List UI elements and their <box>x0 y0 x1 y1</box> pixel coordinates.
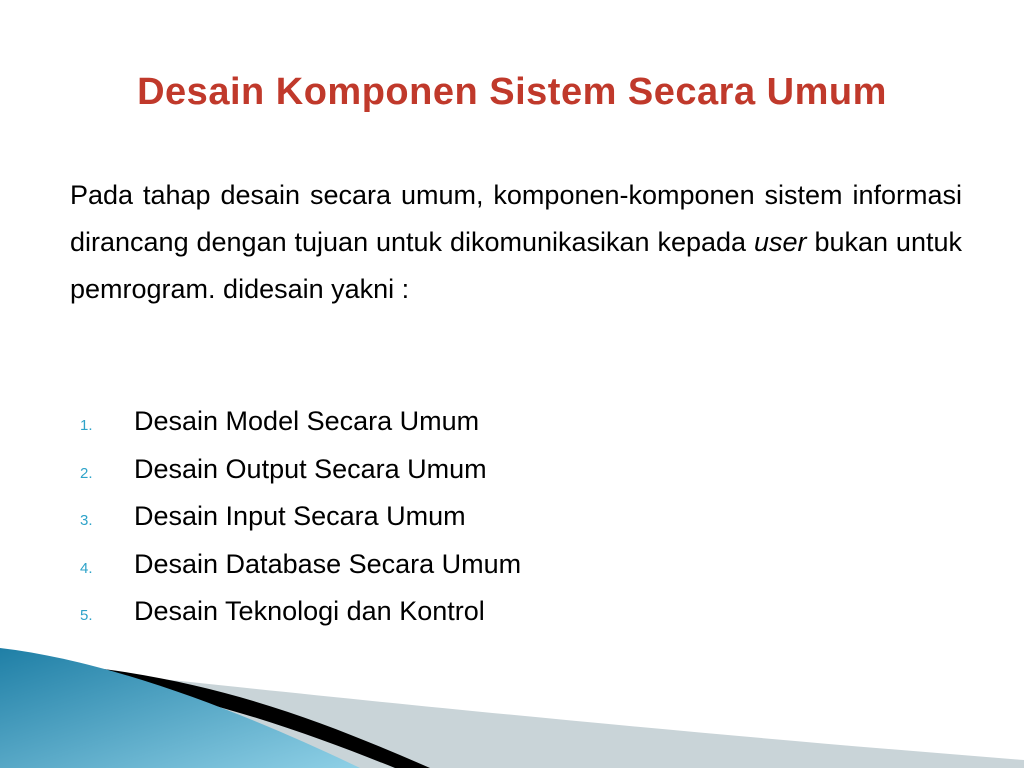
list-item <box>80 549 521 597</box>
list-item <box>80 454 521 502</box>
list-item-text: Desain Model Secara Umum <box>134 406 480 436</box>
list-item <box>80 406 521 454</box>
swoosh-blue-band <box>0 648 360 768</box>
list-item-text: Desain Output Secara Umum <box>134 453 487 484</box>
intro-text-italic: user <box>754 227 807 257</box>
swoosh-black-band <box>30 662 430 768</box>
intro-text-part-1: Pada tahap desain secara umum, komponen-komponen sistem informasi dirancang dengan tujuan untuk dikomunikasikan kepada <box>70 180 962 257</box>
intro-text-part-2: bukan untuk pemrogram. didesain yakni : <box>70 227 962 304</box>
component-list <box>80 406 521 644</box>
list-item-text: Desain Input Secara Umum <box>134 501 466 531</box>
slide-title: Desain Komponen Sistem Secara Umum <box>137 71 887 113</box>
list-item <box>80 596 521 644</box>
list-item-text: Desain Database Secara Umum <box>134 548 522 579</box>
swoosh-gray-band <box>60 668 1024 768</box>
intro-paragraph <box>70 172 962 313</box>
list-item-number: 4. <box>80 559 93 577</box>
list-item-number: 5. <box>80 607 93 624</box>
list-item-number: 2. <box>80 464 93 482</box>
list-item-text: Desain Teknologi dan Kontrol <box>134 596 485 626</box>
list-item-number: 1. <box>80 417 93 434</box>
list-item <box>80 501 521 549</box>
list-item-number: 3. <box>80 512 93 529</box>
